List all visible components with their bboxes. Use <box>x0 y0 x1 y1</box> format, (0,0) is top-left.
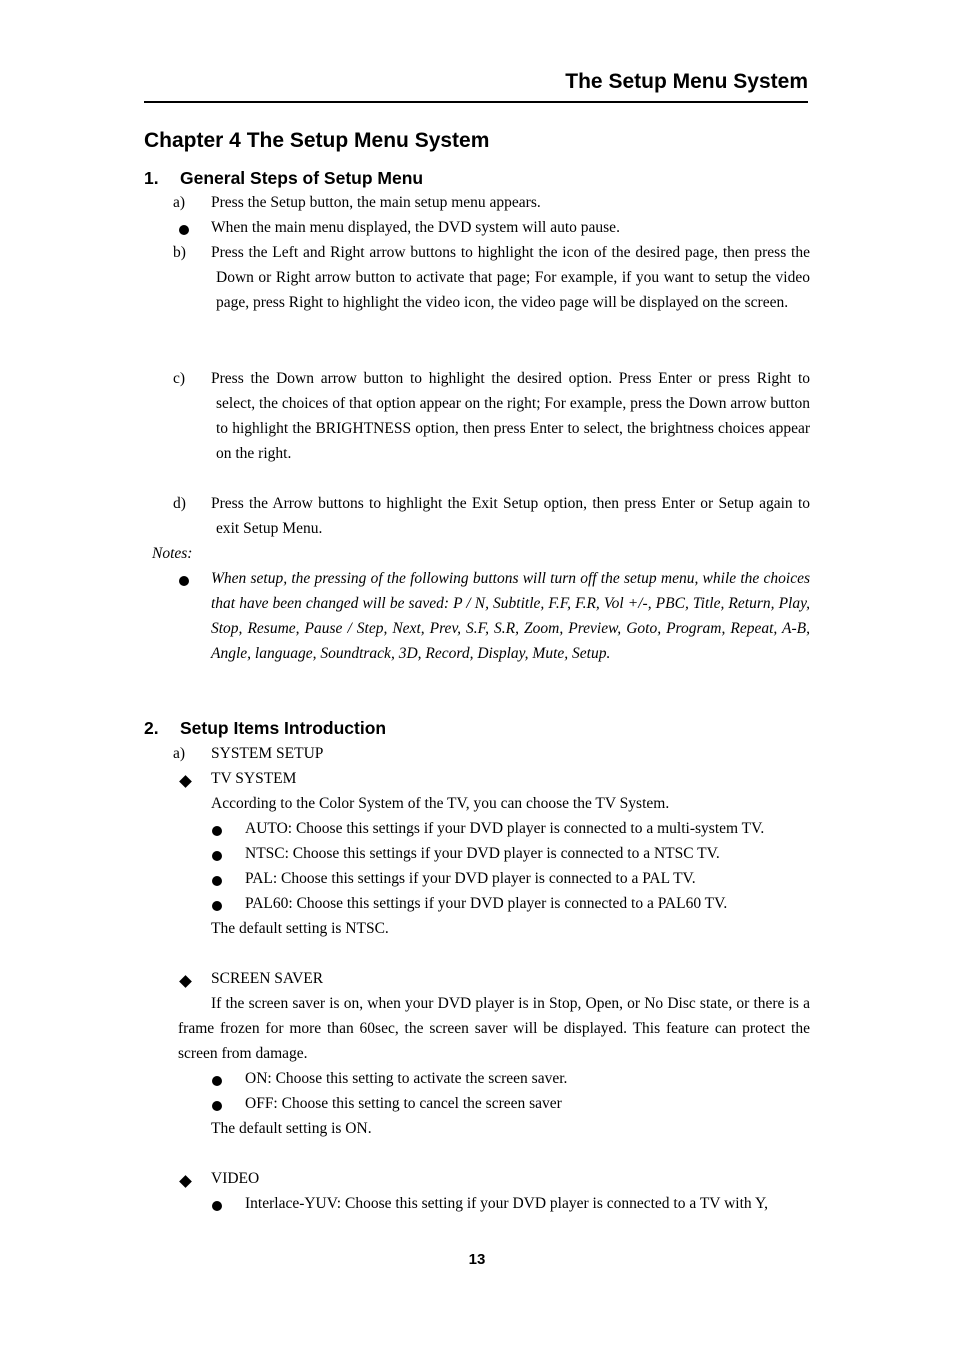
step-c-text: Press the Down arrow button to highlight the desired option. Press Enter or press Right to select, the choices of that option appear on the right; For example, press the Down arrow button to highlight the BRIGHTNESS option, then press Enter to select, the brightness choices appear on the right. <box>211 370 811 462</box>
tv-system-default: The default setting is NTSC. <box>211 920 389 937</box>
screen-saver-intro: If the screen saver is on, when your DVD player is in Stop, Open, or No Disc state, or there is a frame frozen for more than 60sec, the screen saver will be displayed. This feature can protect the screen from damage. <box>178 995 810 1062</box>
screen-saver-title: SCREEN SAVER <box>211 970 324 987</box>
page-number: 13 <box>468 1251 486 1268</box>
tv-system-intro: According to the Color System of the TV, you can choose the TV System. <box>211 795 670 812</box>
tv-option-pal60: PAL60: Choose this settings if your DVD player is connected to a PAL60 TV. <box>245 895 728 912</box>
tv-option-ntsc: NTSC: Choose this settings if your DVD player is connected to a NTSC TV. <box>245 845 720 862</box>
list-marker: a) <box>173 194 186 211</box>
bullet-icon <box>212 1098 222 1116</box>
bullet-icon <box>212 1198 222 1216</box>
section-heading-1 <box>144 166 423 190</box>
video-title: VIDEO <box>211 1170 260 1187</box>
notes-text: When setup, the pressing of the following buttons will turn off the setup menu, while the choices that have been changed will be saved: P / N, Subtitle, F.F, F.R, Vol +/-, PBC, Title, Return, Play, Stop, Resume, Pause / Step, Next, Prev, S.F, S.R, Zoom, Preview, Goto, Program, Repeat, A-B, Angle, language, Soundtrack, 3D, Record, Display, Mute, Setup. <box>211 570 810 662</box>
step-b-text: Press the Left and Right arrow buttons to highlight the icon of the desired page, then press the Down or Right arrow button to activate that page; For example, if you want to setup the video page, press Right to highlight the video icon, the video page will be displayed on the screen. <box>211 244 810 311</box>
step-a-text: Press the Setup button, the main setup menu appears. <box>211 194 541 211</box>
chapter-title: Chapter 4 The Setup Menu System <box>144 129 490 152</box>
bullet-icon <box>179 573 189 591</box>
section-heading-2 <box>144 716 386 740</box>
bullet-icon <box>212 1073 222 1091</box>
diamond-bullet-icon <box>181 773 190 791</box>
header-rule <box>144 101 808 103</box>
diamond-bullet-icon <box>181 1173 190 1191</box>
list-marker: b) <box>173 244 186 261</box>
list-marker: d) <box>173 495 186 512</box>
step-a-bullet-text: When the main menu displayed, the DVD system will auto pause. <box>211 219 620 236</box>
video-option-interlace-yuv: Interlace-YUV: Choose this setting if your DVD player is connected to a TV with Y, <box>245 1195 769 1212</box>
screen-saver-option-on: ON: Choose this setting to activate the screen saver. <box>245 1070 568 1087</box>
section-title: General Steps of Setup Menu <box>180 168 424 188</box>
bullet-icon <box>212 898 222 916</box>
running-header: The Setup Menu System <box>565 70 808 93</box>
tv-option-pal: PAL: Choose this settings if your DVD player is connected to a PAL TV. <box>245 870 696 887</box>
tv-system-title: TV SYSTEM <box>211 770 297 787</box>
tv-option-auto: AUTO: Choose this settings if your DVD player is connected to a multi-system TV. <box>245 820 765 837</box>
screen-saver-default: The default setting is ON. <box>211 1120 372 1137</box>
bullet-icon <box>212 873 222 891</box>
diamond-bullet-icon <box>181 973 190 991</box>
list-marker: a) <box>173 745 186 762</box>
bullet-icon <box>212 848 222 866</box>
system-setup-label: SYSTEM SETUP <box>211 745 324 762</box>
step-d-text: Press the Arrow buttons to highlight the Exit Setup option, then press Enter or Setup again to exit Setup Menu. <box>211 495 810 537</box>
notes-label: Notes: <box>152 545 193 562</box>
list-marker: c) <box>173 370 186 387</box>
section-number: 1. <box>144 168 159 188</box>
bullet-icon <box>212 823 222 841</box>
section-number: 2. <box>144 718 159 738</box>
bullet-icon <box>179 222 189 240</box>
screen-saver-option-off: OFF: Choose this setting to cancel the screen saver <box>245 1095 562 1112</box>
section-title: Setup Items Introduction <box>180 718 387 738</box>
